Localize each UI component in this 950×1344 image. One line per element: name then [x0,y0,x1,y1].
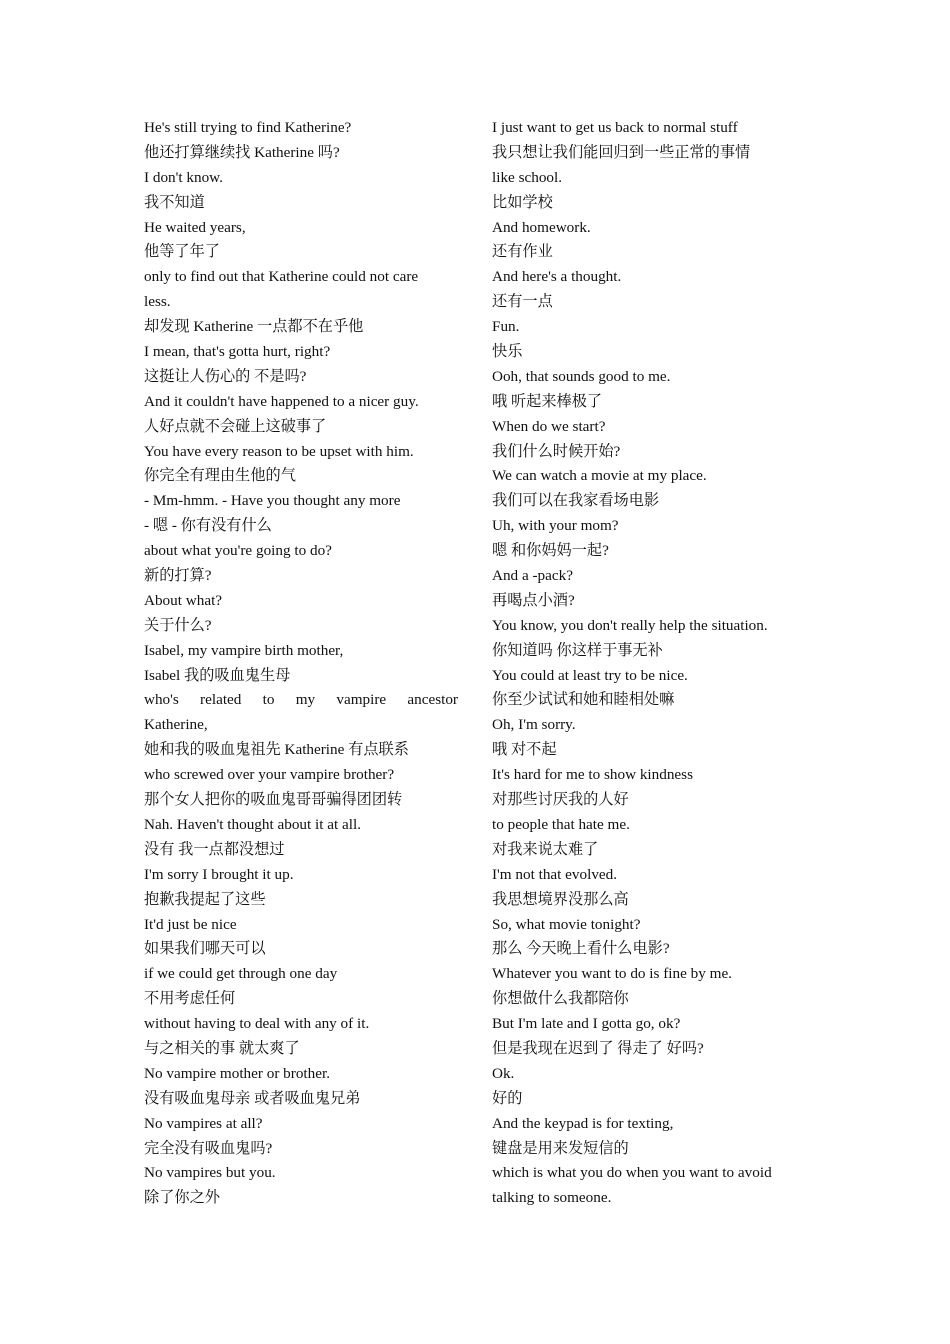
right-column-line: 快乐 [492,343,523,361]
right-column-line: 你知道吗 你这样于事无补 [492,641,663,659]
left-column-line: - Mm-hmm. - Have you thought any more [144,492,401,510]
right-column-line: When do we start? [492,417,606,435]
left-column-line: About what? [144,591,223,609]
right-column-line: 对那些讨厌我的人好 [492,791,629,809]
right-column-line: 再喝点小酒? [492,591,575,609]
right-column-line: Ok. [492,1064,515,1082]
right-column-line: Fun. [492,318,520,336]
right-column-line: which is what you do when you want to avoid [492,1164,772,1182]
left-column-line: 人好点就不会碰上这破事了 [144,417,327,435]
right-column-line: Oh, I'm sorry. [492,716,576,734]
right-column-line: But I'm late and I gotta go, ok? [492,1015,681,1033]
right-column-line: 比如学校 [492,193,553,211]
left-column-line: 新的打算? [144,567,212,585]
left-column-line: Isabel, my vampire birth mother, [144,641,344,659]
left-column-line: 没有 我一点都没想过 [144,840,285,858]
left-column-line: I'm sorry I brought it up. [144,865,294,883]
right-column-line: 哦 对不起 [492,741,557,759]
left-column-line: You have every reason to be upset with him. [144,442,414,460]
left-column-line: who screwed over your vampire brother? [144,766,395,784]
left-column-line: 我不知道 [144,193,205,211]
left-column-line: I mean, that's gotta hurt, right? [144,343,331,361]
right-column-line: So, what movie tonight? [492,915,641,933]
left-column-line: 完全没有吸血鬼吗? [144,1139,273,1157]
left-column-line: - 嗯 - 你有没有什么 [144,517,272,535]
left-column-line: 没有吸血鬼母亲 或者吸血鬼兄弟 [144,1089,361,1107]
right-column-line: It's hard for me to show kindness [492,766,693,784]
left-column-line: 与之相关的事 就太爽了 [144,1039,300,1057]
left-column-line: No vampires but you. [144,1164,276,1182]
left-column-line: about what you're going to do? [144,542,332,560]
right-column-line: 哦 听起来棒极了 [492,392,603,410]
left-column-line: 这挺让人伤心的 不是吗? [144,367,307,385]
left-column-line: No vampires at all? [144,1114,263,1132]
left-column-line: Katherine, [144,716,208,734]
right-column-line: You could at least try to be nice. [492,666,688,684]
right-column-line: 还有作业 [492,243,553,261]
left-column-line: It'd just be nice [144,915,237,933]
right-column-line: to people that hate me. [492,815,630,833]
left-column-line: 她和我的吸血鬼祖先 Katherine 有点联系 [144,741,409,759]
right-column-line: like school. [492,168,563,186]
left-column-line: 那个女人把你的吸血鬼哥哥骗得团团转 [144,791,403,809]
left-column-line: And it couldn't have happened to a nicer guy. [144,392,419,410]
right-column-line: 那么 今天晚上看什么电影? [492,940,670,958]
right-column-line: 嗯 和你妈妈一起? [492,542,609,560]
right-column-line: And a -pack? [492,567,573,585]
left-column-line: 除了你之外 [144,1189,220,1207]
right-column-line: Uh, with your mom? [492,517,619,535]
right-column-line: 好的 [492,1089,523,1107]
left-column-line: 他还打算继续找 Katherine 吗? [144,143,340,161]
right-column-line: 对我来说太难了 [492,840,599,858]
left-column-line: He waited years, [144,218,246,236]
left-column-line: who's related to my vampire ancestor [144,691,458,709]
right-column-line: 我们什么时候开始? [492,442,621,460]
right-column-line: Ooh, that sounds good to me. [492,367,671,385]
right-column-line: 你想做什么我都陪你 [492,990,629,1008]
right-column-line: talking to someone. [492,1189,612,1207]
right-column-line: And the keypad is for texting, [492,1114,674,1132]
left-column-line: He's still trying to find Katherine? [144,119,352,136]
left-column-line: 关于什么? [144,616,212,634]
right-column-line: 键盘是用来发短信的 [492,1139,629,1157]
left-column-line: 他等了年了 [144,243,220,261]
right-column-line: I just want to get us back to normal stuff [492,119,738,136]
left-column-line: less. [144,293,171,311]
right-column-line: 还有一点 [492,293,553,311]
right-column-line: We can watch a movie at my place. [492,467,707,485]
left-column-line: 却发现 Katherine 一点都不在乎他 [144,318,364,336]
left-column [144,116,458,1211]
right-column-line: 你至少试试和她和睦相处嘛 [492,691,675,709]
right-column-line: And here's a thought. [492,268,622,286]
right-column-line: And homework. [492,218,591,236]
left-column-line: 不用考虑任何 [144,990,236,1008]
right-column-line: 我思想境界没那么高 [492,890,629,908]
left-column-line: without having to deal with any of it. [144,1015,370,1033]
left-column-line: only to find out that Katherine could not care [144,268,419,286]
right-column-line: I'm not that evolved. [492,865,618,883]
right-column-line: 但是我现在迟到了 得走了 好吗? [492,1039,704,1057]
left-column-line: 抱歉我提起了这些 [144,890,266,908]
left-column-line: 你完全有理由生他的气 [144,467,296,485]
left-column-line: Nah. Haven't thought about it at all. [144,815,362,833]
right-column-line: 我只想让我们能回归到一些正常的事情 [492,143,751,161]
right-column-line: Whatever you want to do is fine by me. [492,965,732,983]
right-column [492,116,806,1211]
left-column-line: 如果我们哪天可以 [144,940,266,958]
left-column-line: Isabel 我的吸血鬼生母 [144,666,291,684]
left-column-line: I don't know. [144,168,223,186]
left-column-line: No vampire mother or brother. [144,1064,330,1082]
right-column-line: You know, you don't really help the situation. [492,616,768,634]
left-column-line: if we could get through one day [144,965,338,983]
right-column-line: 我们可以在我家看场电影 [492,492,660,510]
